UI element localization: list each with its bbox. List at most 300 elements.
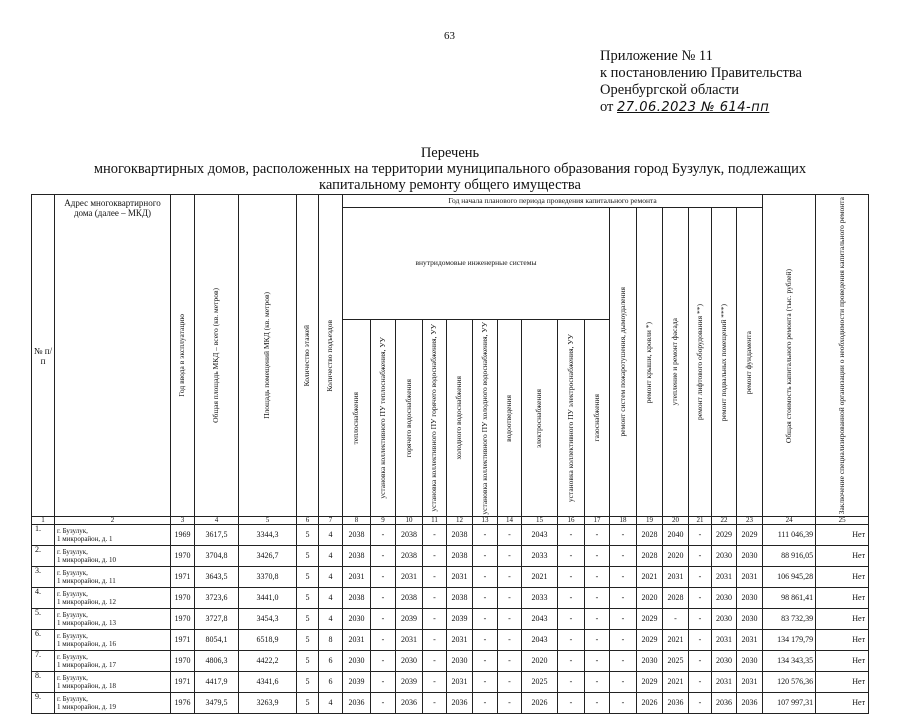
cell-c15: 2026 (522, 693, 558, 714)
header-num: № п/п (32, 195, 55, 517)
cell-c15: 2025 (522, 672, 558, 693)
header-c22: ремонт подвальных помещений ***) (712, 208, 737, 517)
address-street: 1 микрорайон, д. 10 (57, 556, 116, 565)
page-number: 63 (444, 30, 455, 42)
column-number: 11 (423, 517, 447, 525)
cell-c17: - (585, 630, 610, 651)
column-number: 2 (55, 517, 171, 525)
cell-c25: Нет (816, 693, 869, 714)
cell-c13: - (473, 693, 498, 714)
cell-c10: 2039 (396, 609, 423, 630)
cell-c20: 2020 (663, 546, 689, 567)
cell-c18: - (610, 525, 637, 546)
cell-c13: - (473, 525, 498, 546)
address-cell (55, 609, 171, 630)
cell-pa: 3441,0 (239, 588, 297, 609)
cell-c23: 2030 (737, 651, 763, 672)
cell-c18: - (610, 588, 637, 609)
cell-c15: 2033 (522, 588, 558, 609)
cell-c16: - (558, 609, 585, 630)
cell-c14: - (498, 651, 522, 672)
column-number: 16 (558, 517, 585, 525)
cell-c25: Нет (816, 651, 869, 672)
address-city: г. Бузулук, (57, 674, 88, 683)
handwritten-date-number: 27.06.2023 № 614-пп (617, 100, 770, 115)
header-c10: горячего водоснабжения (396, 319, 423, 517)
cell-ta: 3643,5 (195, 567, 239, 588)
cell-n: 7. (32, 651, 55, 672)
appendix-line-4 (600, 99, 802, 116)
cell-c22: 2030 (712, 609, 737, 630)
cell-c19: 2028 (637, 525, 663, 546)
cell-c14: - (498, 567, 522, 588)
appendix-line-3: Оренбургской области (600, 82, 740, 98)
cell-e: 4 (319, 567, 343, 588)
address-city: г. Бузулук, (57, 590, 88, 599)
cell-pa: 3370,8 (239, 567, 297, 588)
cell-c14: - (498, 609, 522, 630)
cell-c20: 2036 (663, 693, 689, 714)
cell-c12: 2038 (447, 588, 473, 609)
header-planned-period: Год начала планового периода проведения капитального ремонта (343, 195, 763, 208)
cell-c14: - (498, 525, 522, 546)
cell-c18: - (610, 609, 637, 630)
cell-c8: 2038 (343, 546, 371, 567)
cell-n: 3. (32, 567, 55, 588)
cell-c19: 2021 (637, 567, 663, 588)
cell-c13: - (473, 672, 498, 693)
cell-pa: 3454,3 (239, 609, 297, 630)
cell-y: 1971 (171, 567, 195, 588)
cell-c19: 2028 (637, 546, 663, 567)
cell-e: 4 (319, 525, 343, 546)
cell-pa: 3263,9 (239, 693, 297, 714)
address-cell (55, 525, 171, 546)
cell-y: 1971 (171, 630, 195, 651)
cell-c10: 2038 (396, 588, 423, 609)
appendix-block (600, 48, 802, 116)
cell-c9: - (371, 546, 396, 567)
cell-e: 4 (319, 609, 343, 630)
cell-c11: - (423, 651, 447, 672)
cell-c13: - (473, 630, 498, 651)
cell-n: 5. (32, 609, 55, 630)
appendix-line-2: к постановлению Правительства (600, 65, 802, 81)
cell-ta: 4417,9 (195, 672, 239, 693)
cell-c15: 2021 (522, 567, 558, 588)
cell-c20: 2021 (663, 630, 689, 651)
column-number: 20 (663, 517, 689, 525)
header-premises-area: Площадь помещений МКД (кв. метров) (239, 195, 297, 517)
cell-c11: - (423, 588, 447, 609)
cell-ta: 3727,8 (195, 609, 239, 630)
appendix-line-1: Приложение № 11 (600, 48, 713, 64)
cell-c22: 2036 (712, 693, 737, 714)
address-street: 1 микрорайон, д. 17 (57, 661, 116, 670)
cell-c23: 2031 (737, 672, 763, 693)
cell-c23: 2030 (737, 609, 763, 630)
cell-c21: - (689, 609, 712, 630)
cell-ta: 4806,3 (195, 651, 239, 672)
cell-c23: 2036 (737, 693, 763, 714)
cell-c13: - (473, 546, 498, 567)
cell-c8: 2038 (343, 588, 371, 609)
cell-c18: - (610, 672, 637, 693)
cell-y: 1976 (171, 693, 195, 714)
cell-c22: 2029 (712, 525, 737, 546)
header-c14: водоотведения (498, 319, 522, 517)
cell-c8: 2039 (343, 672, 371, 693)
header-c9: установка коллективного ПУ теплоснабжения, УУ (371, 319, 396, 517)
address-street: 1 микрорайон, д. 16 (57, 640, 116, 649)
cell-c15: 2043 (522, 525, 558, 546)
cell-c18: - (610, 630, 637, 651)
column-number: 25 (816, 517, 869, 525)
address-city: г. Бузулук, (57, 632, 88, 641)
cell-c9: - (371, 693, 396, 714)
cell-c15: 2020 (522, 651, 558, 672)
column-number: 4 (195, 517, 239, 525)
header-floors: Количество этажей (297, 195, 319, 517)
cell-c24: 83 732,39 (763, 609, 816, 630)
cell-c10: 2039 (396, 672, 423, 693)
table-row (32, 609, 869, 630)
column-number: 8 (343, 517, 371, 525)
cell-c14: - (498, 672, 522, 693)
address-street: 1 микрорайон, д. 12 (57, 598, 116, 607)
address-city: г. Бузулук, (57, 569, 88, 578)
cell-c21: - (689, 588, 712, 609)
cell-n: 1. (32, 525, 55, 546)
cell-c25: Нет (816, 588, 869, 609)
header-c12: холодного водоснабжения (447, 319, 473, 517)
cell-c24: 106 945,28 (763, 567, 816, 588)
cell-c21: - (689, 672, 712, 693)
cell-e: 4 (319, 546, 343, 567)
cell-pa: 4422,2 (239, 651, 297, 672)
cell-c14: - (498, 630, 522, 651)
cell-c14: - (498, 588, 522, 609)
table-row (32, 651, 869, 672)
cell-c8: 2038 (343, 525, 371, 546)
cell-pa: 3344,3 (239, 525, 297, 546)
cell-c23: 2030 (737, 546, 763, 567)
cell-c16: - (558, 672, 585, 693)
cell-c18: - (610, 693, 637, 714)
column-number: 22 (712, 517, 737, 525)
cell-e: 8 (319, 630, 343, 651)
table-row (32, 588, 869, 609)
cell-f: 5 (297, 651, 319, 672)
cell-ta: 3704,8 (195, 546, 239, 567)
column-number: 1 (32, 517, 55, 525)
title-line-3: капитальному ремонту общего имущества (319, 177, 581, 193)
table-row (32, 672, 869, 693)
table-row (32, 525, 869, 546)
cell-c15: 2033 (522, 546, 558, 567)
column-number: 14 (498, 517, 522, 525)
cell-c12: 2038 (447, 546, 473, 567)
cell-c22: 2031 (712, 672, 737, 693)
cell-c10: 2030 (396, 651, 423, 672)
table-row (32, 546, 869, 567)
cell-c16: - (558, 651, 585, 672)
cell-c9: - (371, 609, 396, 630)
cell-c22: 2030 (712, 588, 737, 609)
cell-e: 4 (319, 693, 343, 714)
cell-c11: - (423, 693, 447, 714)
column-number: 7 (319, 517, 343, 525)
cell-c18: - (610, 546, 637, 567)
houses-table (31, 194, 869, 714)
cell-c9: - (371, 651, 396, 672)
column-number: 15 (522, 517, 558, 525)
cell-n: 8. (32, 672, 55, 693)
column-number: 6 (297, 517, 319, 525)
cell-c21: - (689, 651, 712, 672)
cell-c21: - (689, 630, 712, 651)
header-c20: утепление и ремонт фасада (663, 208, 689, 517)
cell-c16: - (558, 546, 585, 567)
cell-c10: 2031 (396, 630, 423, 651)
cell-c22: 2030 (712, 651, 737, 672)
cell-c8: 2030 (343, 609, 371, 630)
cell-c19: 2030 (637, 651, 663, 672)
cell-c20: - (663, 609, 689, 630)
cell-c24: 98 861,41 (763, 588, 816, 609)
cell-c20: 2031 (663, 567, 689, 588)
cell-c19: 2029 (637, 609, 663, 630)
appendix-date-prefix: от (600, 99, 614, 115)
header-total-area: Общая площадь МКД – всего (кв. метров) (195, 195, 239, 517)
column-number: 10 (396, 517, 423, 525)
cell-c20: 2028 (663, 588, 689, 609)
cell-c24: 107 997,31 (763, 693, 816, 714)
cell-c22: 2030 (712, 546, 737, 567)
cell-f: 5 (297, 693, 319, 714)
address-cell (55, 651, 171, 672)
cell-c24: 134 179,79 (763, 630, 816, 651)
cell-c12: 2039 (447, 609, 473, 630)
cell-c25: Нет (816, 546, 869, 567)
cell-c8: 2031 (343, 567, 371, 588)
cell-c10: 2038 (396, 546, 423, 567)
cell-c9: - (371, 525, 396, 546)
cell-c15: 2043 (522, 609, 558, 630)
cell-c8: 2030 (343, 651, 371, 672)
cell-c16: - (558, 525, 585, 546)
cell-c21: - (689, 546, 712, 567)
cell-c9: - (371, 630, 396, 651)
cell-n: 9. (32, 693, 55, 714)
cell-e: 4 (319, 588, 343, 609)
cell-c16: - (558, 567, 585, 588)
cell-f: 5 (297, 546, 319, 567)
column-number: 3 (171, 517, 195, 525)
cell-c17: - (585, 546, 610, 567)
cell-e: 6 (319, 651, 343, 672)
cell-y: 1971 (171, 672, 195, 693)
cell-c25: Нет (816, 630, 869, 651)
cell-c12: 2030 (447, 651, 473, 672)
cell-c25: Нет (816, 567, 869, 588)
cell-y: 1970 (171, 588, 195, 609)
table-row (32, 567, 869, 588)
cell-c17: - (585, 651, 610, 672)
cell-c9: - (371, 567, 396, 588)
cell-c17: - (585, 567, 610, 588)
address-cell (55, 693, 171, 714)
cell-c25: Нет (816, 609, 869, 630)
cell-c16: - (558, 588, 585, 609)
cell-f: 5 (297, 630, 319, 651)
cell-c10: 2031 (396, 567, 423, 588)
column-number: 21 (689, 517, 712, 525)
cell-pa: 4341,6 (239, 672, 297, 693)
address-city: г. Бузулук, (57, 695, 88, 704)
cell-c13: - (473, 567, 498, 588)
cell-f: 5 (297, 588, 319, 609)
cell-c17: - (585, 588, 610, 609)
cell-ta: 3479,5 (195, 693, 239, 714)
cell-y: 1969 (171, 525, 195, 546)
address-city: г. Бузулук, (57, 611, 88, 620)
header-address: Адрес многоквартирного дома (далее – МКД) (55, 195, 171, 517)
header-c19: ремонт крыши, кровли *) (637, 208, 663, 517)
title-line-1: Перечень (420, 145, 480, 161)
cell-c23: 2031 (737, 630, 763, 651)
cell-c13: - (473, 651, 498, 672)
cell-c24: 120 576,36 (763, 672, 816, 693)
header-c23: ремонт фундамента (737, 208, 763, 517)
cell-c23: 2029 (737, 525, 763, 546)
header-engineering: внутридомовые инженерные системы (343, 208, 610, 320)
address-cell (55, 588, 171, 609)
cell-pa: 6518,9 (239, 630, 297, 651)
cell-f: 5 (297, 672, 319, 693)
cell-c17: - (585, 525, 610, 546)
cell-f: 5 (297, 525, 319, 546)
cell-c20: 2040 (663, 525, 689, 546)
cell-c11: - (423, 672, 447, 693)
address-cell (55, 672, 171, 693)
cell-c10: 2038 (396, 525, 423, 546)
address-street: 1 микрорайон, д. 13 (57, 619, 116, 628)
cell-c20: 2025 (663, 651, 689, 672)
table-body (32, 517, 869, 714)
cell-c14: - (498, 693, 522, 714)
column-number: 19 (637, 517, 663, 525)
cell-n: 4. (32, 588, 55, 609)
cell-ta: 3723,6 (195, 588, 239, 609)
cell-c13: - (473, 588, 498, 609)
cell-y: 1970 (171, 546, 195, 567)
cell-c24: 111 046,39 (763, 525, 816, 546)
cell-c20: 2021 (663, 672, 689, 693)
address-cell (55, 546, 171, 567)
header-c13: установка коллективного ПУ холодного водоснабжения, УУ (473, 319, 498, 517)
address-street: 1 микрорайон, д. 19 (57, 703, 116, 712)
cell-c19: 2029 (637, 630, 663, 651)
cell-y: 1970 (171, 609, 195, 630)
address-street: 1 микрорайон, д. 18 (57, 682, 116, 691)
cell-n: 2. (32, 546, 55, 567)
header-c8: теплоснабжения (343, 319, 371, 517)
cell-c25: Нет (816, 525, 869, 546)
cell-c8: 2031 (343, 630, 371, 651)
cell-c12: 2038 (447, 525, 473, 546)
column-number: 24 (763, 517, 816, 525)
cell-c11: - (423, 567, 447, 588)
table-row (32, 693, 869, 714)
column-number: 18 (610, 517, 637, 525)
header-c17: газоснабжения (585, 319, 610, 517)
cell-c25: Нет (816, 672, 869, 693)
cell-ta: 3617,5 (195, 525, 239, 546)
cell-c12: 2036 (447, 693, 473, 714)
cell-c11: - (423, 609, 447, 630)
column-number: 13 (473, 517, 498, 525)
address-city: г. Бузулук, (57, 653, 88, 662)
cell-c11: - (423, 525, 447, 546)
address-street: 1 микрорайон, д. 11 (57, 577, 116, 586)
column-number: 17 (585, 517, 610, 525)
cell-c11: - (423, 630, 447, 651)
column-number-row (32, 517, 869, 525)
header-c16: установка коллективного ПУ электроснабжения, УУ (558, 319, 585, 517)
cell-c14: - (498, 546, 522, 567)
cell-c10: 2036 (396, 693, 423, 714)
cell-c23: 2030 (737, 588, 763, 609)
cell-c18: - (610, 651, 637, 672)
address-cell (55, 567, 171, 588)
cell-c19: 2029 (637, 672, 663, 693)
address-city: г. Бузулук, (57, 548, 88, 557)
address-city: г. Бузулук, (57, 527, 88, 536)
header-c15: электроснабжения (522, 319, 558, 517)
cell-c17: - (585, 672, 610, 693)
cell-c22: 2031 (712, 630, 737, 651)
header-total-cost: Общая стоимость капитального ремонта (тыс. рублей) (763, 195, 816, 517)
cell-c21: - (689, 693, 712, 714)
cell-c12: 2031 (447, 630, 473, 651)
cell-c22: 2031 (712, 567, 737, 588)
cell-c23: 2031 (737, 567, 763, 588)
cell-c12: 2031 (447, 672, 473, 693)
cell-c24: 134 343,35 (763, 651, 816, 672)
cell-c9: - (371, 672, 396, 693)
title-line-2: многоквартирных домов, расположенных на территории муниципального образования город Бузулук, подлежащих (93, 161, 807, 177)
header-year-built: Год ввода в эксплуатацию (171, 195, 195, 517)
cell-c19: 2026 (637, 693, 663, 714)
cell-f: 5 (297, 609, 319, 630)
document-title (40, 145, 860, 193)
column-number: 9 (371, 517, 396, 525)
column-number: 5 (239, 517, 297, 525)
cell-c17: - (585, 693, 610, 714)
cell-c16: - (558, 630, 585, 651)
cell-c8: 2036 (343, 693, 371, 714)
header-c21: ремонт лифтового оборудования **) (689, 208, 712, 517)
column-number: 12 (447, 517, 473, 525)
cell-f: 5 (297, 567, 319, 588)
cell-c12: 2031 (447, 567, 473, 588)
cell-c16: - (558, 693, 585, 714)
cell-c24: 88 916,05 (763, 546, 816, 567)
cell-pa: 3426,7 (239, 546, 297, 567)
cell-y: 1970 (171, 651, 195, 672)
cell-c15: 2043 (522, 630, 558, 651)
